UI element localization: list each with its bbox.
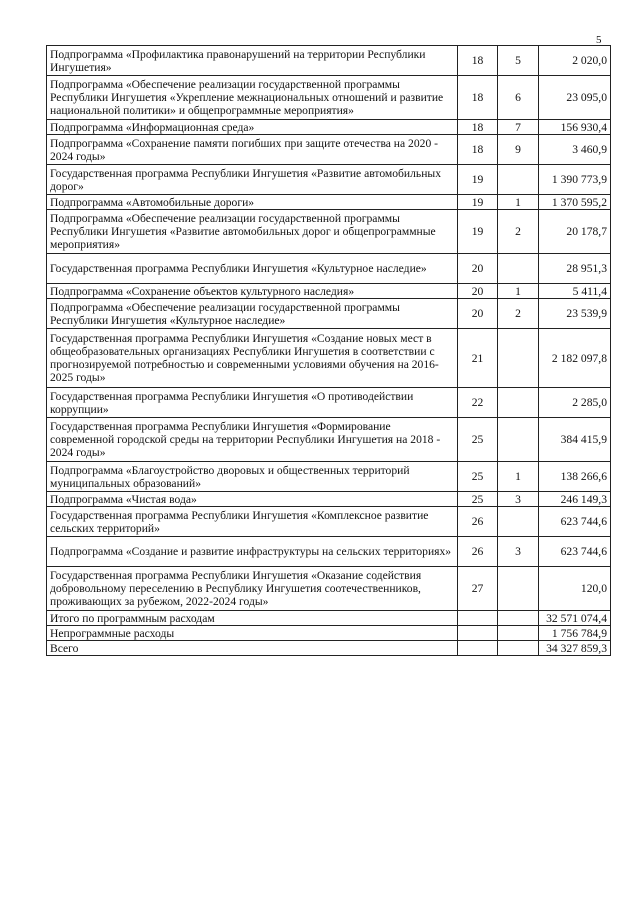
row-program-code-cell: 18 [458,135,498,165]
row-name-cell: Государственная программа Республики Ингушетия «Развитие автомобильных дорог» [47,165,458,195]
row-name-cell: Подпрограмма «Сохранение памяти погибших при защите отечества на 2020 - 2024 годы» [47,135,458,165]
table-row [47,254,611,284]
row-name-cell: Подпрограмма «Благоустройство дворовых и общественных территорий муниципальных образований» [47,462,458,492]
table-row [47,507,611,537]
table-row [47,418,611,462]
budget-table [46,45,611,656]
row-name-cell: Государственная программа Республики Ингушетия «Создание новых мест в общеобразовательных организациях Республики Ингушетия в соответствии с прогнозируемой потребностью и современными условиями обучения на 2016-2025 годы» [47,329,458,388]
row-amount-cell: 23 539,9 [539,299,611,329]
table-row [47,641,611,656]
row-amount-cell: 246 149,3 [539,492,611,507]
row-subprogram-code-cell [498,329,539,388]
row-program-code-cell: 19 [458,195,498,210]
row-amount-cell: 384 415,9 [539,418,611,462]
row-program-code-cell: 20 [458,254,498,284]
row-program-code-cell: 21 [458,329,498,388]
row-name-cell: Подпрограмма «Обеспечение реализации государственной программы Республики Ингушетия «Развитие автомобильных дорог и общепрограммные мероприятия» [47,210,458,254]
table-row [47,135,611,165]
row-amount-cell: 623 744,6 [539,507,611,537]
row-name-cell: Государственная программа Республики Ингушетия «Культурное наследие» [47,254,458,284]
row-amount-cell: 2 182 097,8 [539,329,611,388]
row-name-cell: Подпрограмма «Обеспечение реализации государственной программы Республики Ингушетия «Культурное наследие» [47,299,458,329]
row-amount-cell: 1 370 595,2 [539,195,611,210]
row-amount-cell: 1 756 784,9 [539,626,611,641]
row-amount-cell: 32 571 074,4 [539,611,611,626]
row-program-code-cell: 20 [458,299,498,329]
row-name-cell: Подпрограмма «Чистая вода» [47,492,458,507]
row-subprogram-code-cell: 9 [498,135,539,165]
row-subprogram-code-cell: 7 [498,120,539,135]
row-program-code-cell [458,641,498,656]
row-subprogram-code-cell: 1 [498,462,539,492]
row-subprogram-code-cell: 1 [498,195,539,210]
row-program-code-cell: 18 [458,46,498,76]
row-amount-cell: 2 020,0 [539,46,611,76]
table-row [47,626,611,641]
row-amount-cell: 3 460,9 [539,135,611,165]
budget-table-body [47,46,611,656]
row-program-code-cell: 22 [458,388,498,418]
row-subprogram-code-cell [498,418,539,462]
row-program-code-cell: 25 [458,462,498,492]
row-name-cell: Государственная программа Республики Ингушетия «Комплексное развитие сельских территорий» [47,507,458,537]
row-subprogram-code-cell [498,567,539,611]
row-name-cell: Подпрограмма «Автомобильные дороги» [47,195,458,210]
row-program-code-cell: 26 [458,537,498,567]
row-program-code-cell [458,611,498,626]
row-amount-cell: 1 390 773,9 [539,165,611,195]
row-subprogram-code-cell: 6 [498,76,539,120]
row-program-code-cell: 19 [458,210,498,254]
row-name-cell: Подпрограмма «Сохранение объектов культурного наследия» [47,284,458,299]
row-subprogram-code-cell: 2 [498,210,539,254]
row-program-code-cell: 25 [458,418,498,462]
row-name-cell: Государственная программа Республики Ингушетия «О противодействии коррупции» [47,388,458,418]
table-row [47,329,611,388]
table-row [47,611,611,626]
table-row [47,567,611,611]
row-amount-cell: 23 095,0 [539,76,611,120]
row-amount-cell: 156 930,4 [539,120,611,135]
row-subprogram-code-cell [498,641,539,656]
row-name-cell: Непрограммные расходы [47,626,458,641]
table-row [47,284,611,299]
table-row [47,120,611,135]
table-row [47,462,611,492]
row-program-code-cell: 25 [458,492,498,507]
row-subprogram-code-cell [498,507,539,537]
row-name-cell: Итого по программным расходам [47,611,458,626]
row-subprogram-code-cell [498,611,539,626]
row-program-code-cell: 20 [458,284,498,299]
table-row [47,165,611,195]
row-program-code-cell: 27 [458,567,498,611]
row-amount-cell: 138 266,6 [539,462,611,492]
table-row [47,537,611,567]
row-subprogram-code-cell: 3 [498,492,539,507]
table-row [47,388,611,418]
row-name-cell: Подпрограмма «Информационная среда» [47,120,458,135]
table-row [47,299,611,329]
row-amount-cell: 20 178,7 [539,210,611,254]
row-program-code-cell: 18 [458,120,498,135]
row-name-cell: Всего [47,641,458,656]
row-program-code-cell [458,626,498,641]
row-name-cell: Подпрограмма «Профилактика правонарушений на территории Республики Ингушетия» [47,46,458,76]
row-amount-cell: 28 951,3 [539,254,611,284]
row-subprogram-code-cell [498,165,539,195]
row-subprogram-code-cell: 1 [498,284,539,299]
row-subprogram-code-cell: 5 [498,46,539,76]
row-subprogram-code-cell: 2 [498,299,539,329]
row-subprogram-code-cell [498,626,539,641]
row-amount-cell: 34 327 859,3 [539,641,611,656]
row-name-cell: Подпрограмма «Обеспечение реализации государственной программы Республики Ингушетия «Укрепление межнациональных отношений и развитие национальной политики» и общепрограммные мероприятия» [47,76,458,120]
row-amount-cell: 120,0 [539,567,611,611]
row-name-cell: Подпрограмма «Создание и развитие инфраструктуры на сельских территориях» [47,537,458,567]
table-row [47,210,611,254]
table-row [47,492,611,507]
row-subprogram-code-cell [498,388,539,418]
row-program-code-cell: 18 [458,76,498,120]
table-row [47,46,611,76]
page-number: 5 [596,34,602,46]
row-program-code-cell: 19 [458,165,498,195]
row-amount-cell: 623 744,6 [539,537,611,567]
row-subprogram-code-cell: 3 [498,537,539,567]
table-row [47,76,611,120]
row-amount-cell: 5 411,4 [539,284,611,299]
table-row [47,195,611,210]
row-name-cell: Государственная программа Республики Ингушетия «Оказание содействия добровольному переселению в Республику Ингушетия соотечественников, проживающих за рубежом, 2022-2024 годы» [47,567,458,611]
row-program-code-cell: 26 [458,507,498,537]
row-subprogram-code-cell [498,254,539,284]
row-amount-cell: 2 285,0 [539,388,611,418]
row-name-cell: Государственная программа Республики Ингушетия «Формирование современной городской среды на территории Республики Ингушетия на 2018 - 2024 годы» [47,418,458,462]
